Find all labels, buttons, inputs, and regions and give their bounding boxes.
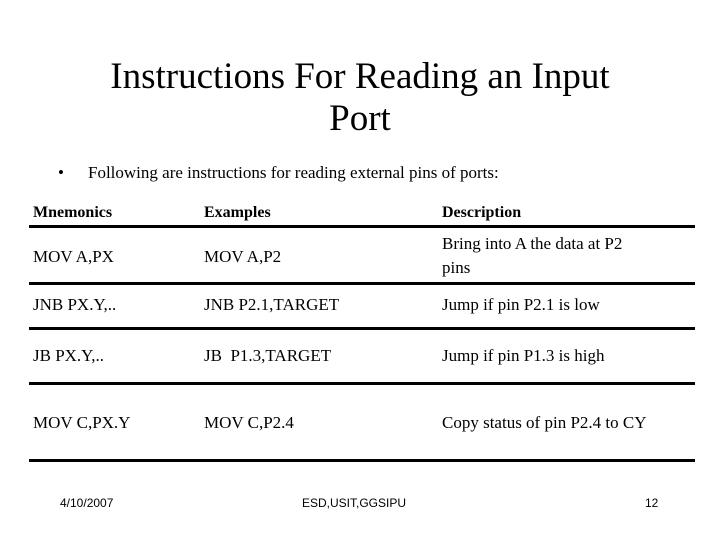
slide-title (40, 56, 680, 140)
row1-mnemonic: MOV A,PX (33, 247, 114, 266)
bullet-point (58, 163, 499, 183)
row4-mnemonic: MOV C,PX.Y (33, 413, 131, 432)
header-examples: Examples (204, 204, 271, 221)
header-mnemonics: Mnemonics (33, 204, 113, 221)
table-rule (29, 282, 695, 285)
bullet-text: Following are instructions for reading external pins of ports: (88, 163, 499, 182)
row4-example: MOV C,P2.4 (204, 413, 294, 432)
row2-description: Jump if pin P2.1 is low (442, 295, 600, 314)
footer-date: 4/10/2007 (60, 496, 114, 510)
row1-example: MOV A,P2 (204, 247, 282, 266)
row3-mnemonic: JB PX.Y,.. (33, 346, 105, 365)
slide-title-line-1: Instructions For Reading an Input (110, 56, 610, 97)
table-rule (29, 327, 695, 330)
slide-title-line-2: Port (329, 98, 391, 139)
footer-page-number: 12 (645, 496, 659, 510)
footer-center: ESD,USIT,GGSIPU (302, 496, 407, 510)
table-rule (29, 382, 695, 385)
row2-mnemonic: JNB PX.Y,.. (33, 295, 117, 314)
row4-description: Copy status of pin P2.4 to CY (442, 413, 647, 432)
row1-description (442, 232, 622, 280)
row1-description-line-1: Bring into A the data at P2 (442, 234, 623, 253)
table-rule (29, 459, 695, 462)
row1-description-line-2: pins (442, 258, 471, 277)
row3-description: Jump if pin P1.3 is high (442, 346, 605, 365)
table-rule (29, 225, 695, 228)
row2-example: JNB P2.1,TARGET (204, 295, 340, 314)
header-description: Description (442, 204, 522, 221)
bullet-dot-icon: • (58, 163, 64, 182)
row3-example: JB P1.3,TARGET (204, 346, 332, 365)
